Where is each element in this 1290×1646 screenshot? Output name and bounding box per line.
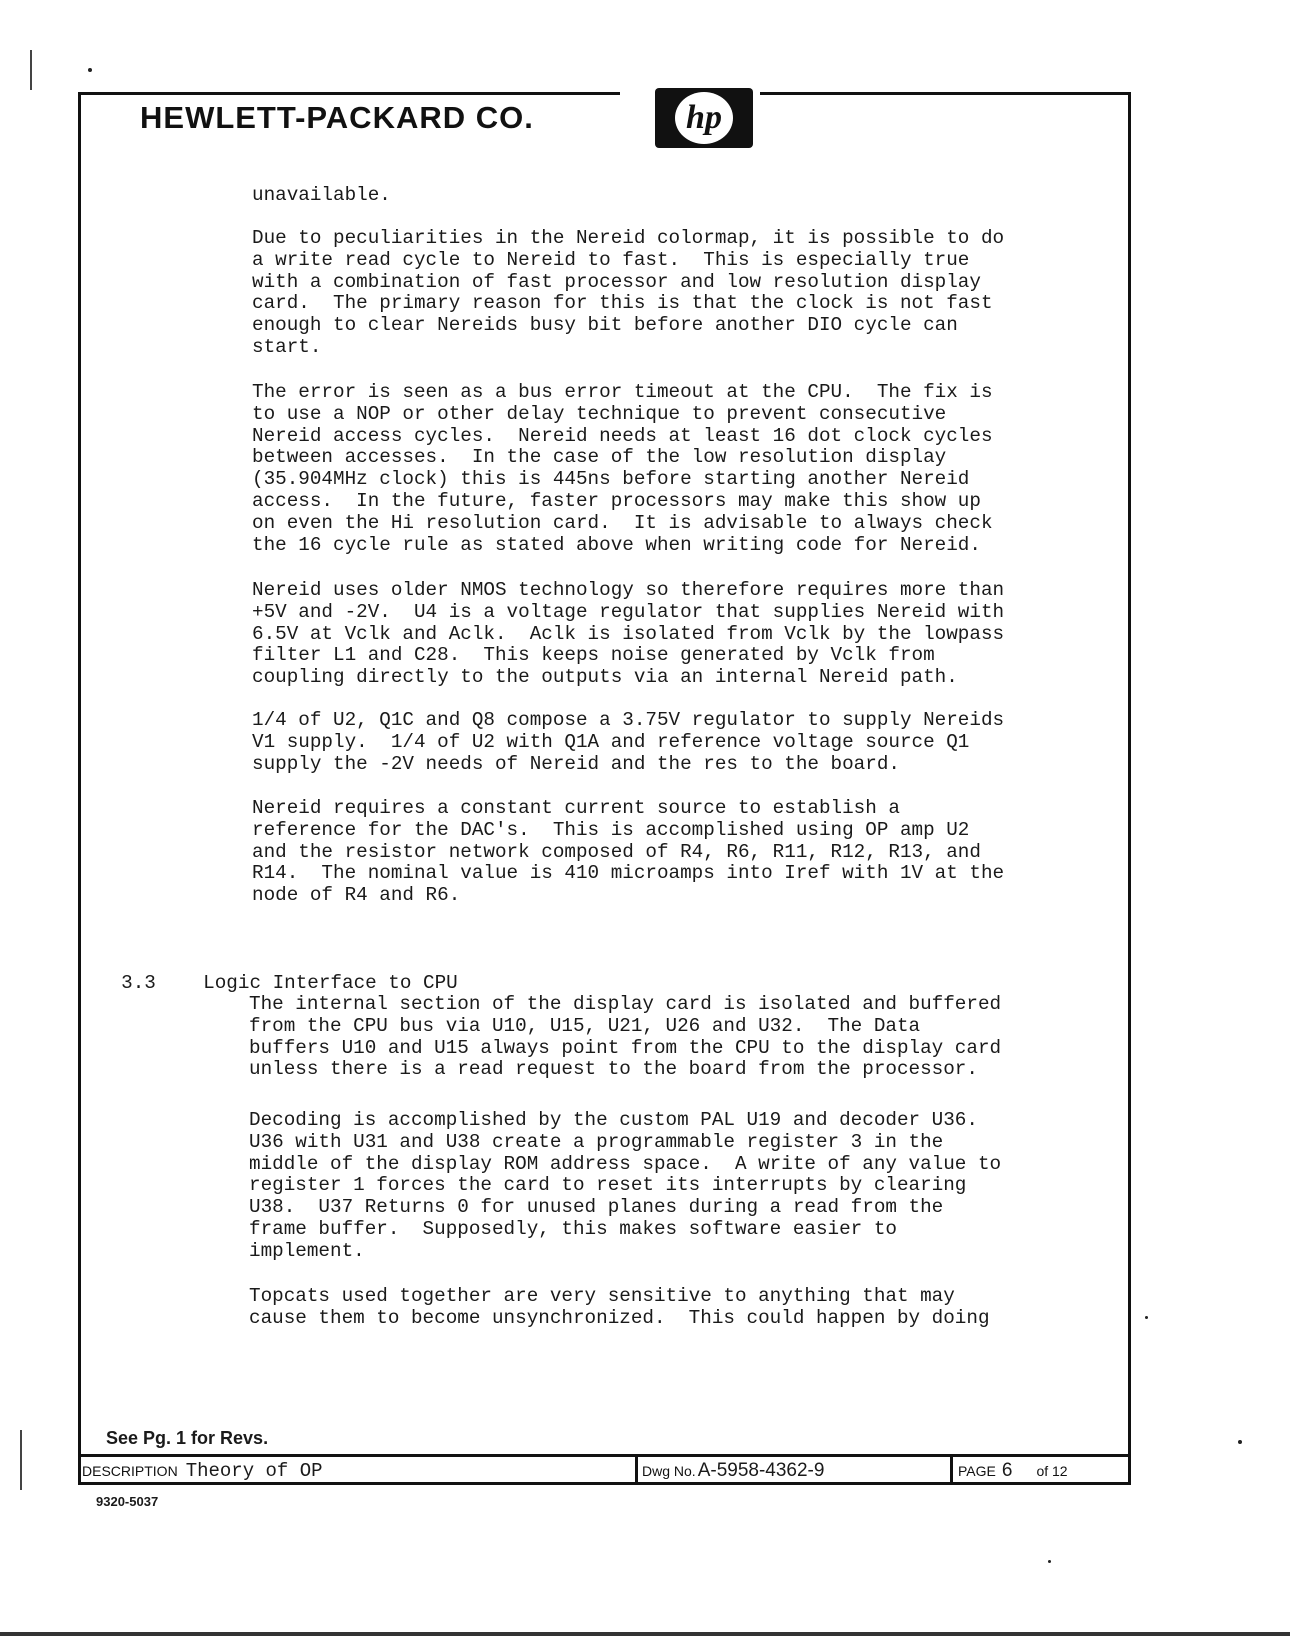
scan-bottom-edge xyxy=(0,1632,1290,1636)
scan-mark xyxy=(20,1430,22,1490)
paragraph-regulator: 1/4 of U2, Q1C and Q8 compose a 3.75V regulator to supply Nereids V1 supply. 1/4 of U2 with Q1A and reference voltage source Q1 supply the -2V needs of Nereid and the res to the board. xyxy=(252,709,1005,775)
page-number: 6 xyxy=(1001,1460,1013,1481)
scan-speck xyxy=(1238,1440,1242,1444)
scan-speck xyxy=(1048,1560,1051,1563)
company-name: HEWLETT-PACKARD CO. xyxy=(140,100,534,135)
title-block-divider xyxy=(950,1457,953,1485)
drawing-number-label: Dwg No. xyxy=(642,1463,696,1479)
paragraph-colormap: Due to peculiarities in the Nereid colormap, it is possible to do a write read cycle to Nereid to fast. This is especially true with a combination of fast processor and low resolution display card. The primary reason for this is that the clock is not fast enough to clear Nereids busy bit before another DIO cycle can start. xyxy=(252,227,1005,358)
paragraph-current-source: Nereid requires a constant current source to establish a reference for the DAC's. This is accomplished using OP amp U2 and the resistor network composed of R4, R6, R11, R12, R13, and R14. The nominal value is 410 microamps into Iref with 1V at the node of R4 and R6. xyxy=(252,797,1005,907)
paragraph-topcats: Topcats used together are very sensitive to anything that may cause them to become unsynchronized. This could happen by doing xyxy=(249,1285,990,1329)
page-of: of 12 xyxy=(1036,1463,1068,1479)
page-label: PAGE xyxy=(958,1463,996,1479)
section-number: 3.3 xyxy=(121,972,156,994)
scan-speck xyxy=(1145,1316,1148,1319)
title-block xyxy=(78,1454,1131,1485)
page-cell xyxy=(958,1457,1076,1485)
paragraph-bus-error: The error is seen as a bus error timeout at the CPU. The fix is to use a NOP or other delay technique to prevent consecutive Nereid access cycles. Nereid needs at least 16 dot clock cycles between accesses. In the case of the low resolution display (35.904MHz clock) this is 445ns before starting another Nereid access. In the future, faster processors may make this show up on even the Hi resolution card. It is advisable to always check the 16 cycle rule as stated above when writing code for Nereid. xyxy=(252,381,993,556)
revisions-note: See Pg. 1 for Revs. xyxy=(106,1428,269,1448)
paragraph-continuation: unavailable. xyxy=(252,184,391,206)
paragraph-logic-buffers: The internal section of the display card is isolated and buffered from the CPU bus via U10, U15, U21, U26 and U32. The Data buffers U10 and U15 always point from the CPU to the display card unless there is a read request to the board from the processor. xyxy=(249,993,1002,1081)
paragraph-nmos: Nereid uses older NMOS technology so therefore requires more than +5V and -2V. U4 is a voltage regulator that supplies Nereid with 6.5V at Vclk and Aclk. Aclk is isolated from Vclk by the lowpass filter L1 and C28. This keeps noise generated by Vclk from coupling directly to the outputs via an internal Nereid path. xyxy=(252,579,1005,689)
scan-mark xyxy=(30,50,32,90)
drawing-number-value: A-5958-4362-9 xyxy=(697,1460,825,1481)
section-title: Logic Interface to CPU xyxy=(203,972,458,994)
description-label: DESCRIPTION xyxy=(82,1463,178,1479)
description-value: Theory of OP xyxy=(185,1460,323,1482)
scan-speck xyxy=(88,68,92,72)
hp-logo-text: hp xyxy=(675,92,733,144)
hp-logo xyxy=(655,88,753,148)
form-number: 9320-5037 xyxy=(96,1494,159,1509)
description-cell xyxy=(82,1457,323,1485)
section-heading xyxy=(98,950,458,994)
paragraph-decoding: Decoding is accomplished by the custom PAL U19 and decoder U36. U36 with U31 and U38 create a programmable register 3 in the middle of the display ROM address space. A write of any value to register 1 forces the card to reset its interrupts by clearing U38. U37 Returns 0 for unused planes during a read from the frame buffer. Supposedly, this makes software easier to implement. xyxy=(249,1109,1002,1262)
title-block-divider xyxy=(635,1457,638,1485)
drawing-number-cell xyxy=(642,1457,824,1485)
